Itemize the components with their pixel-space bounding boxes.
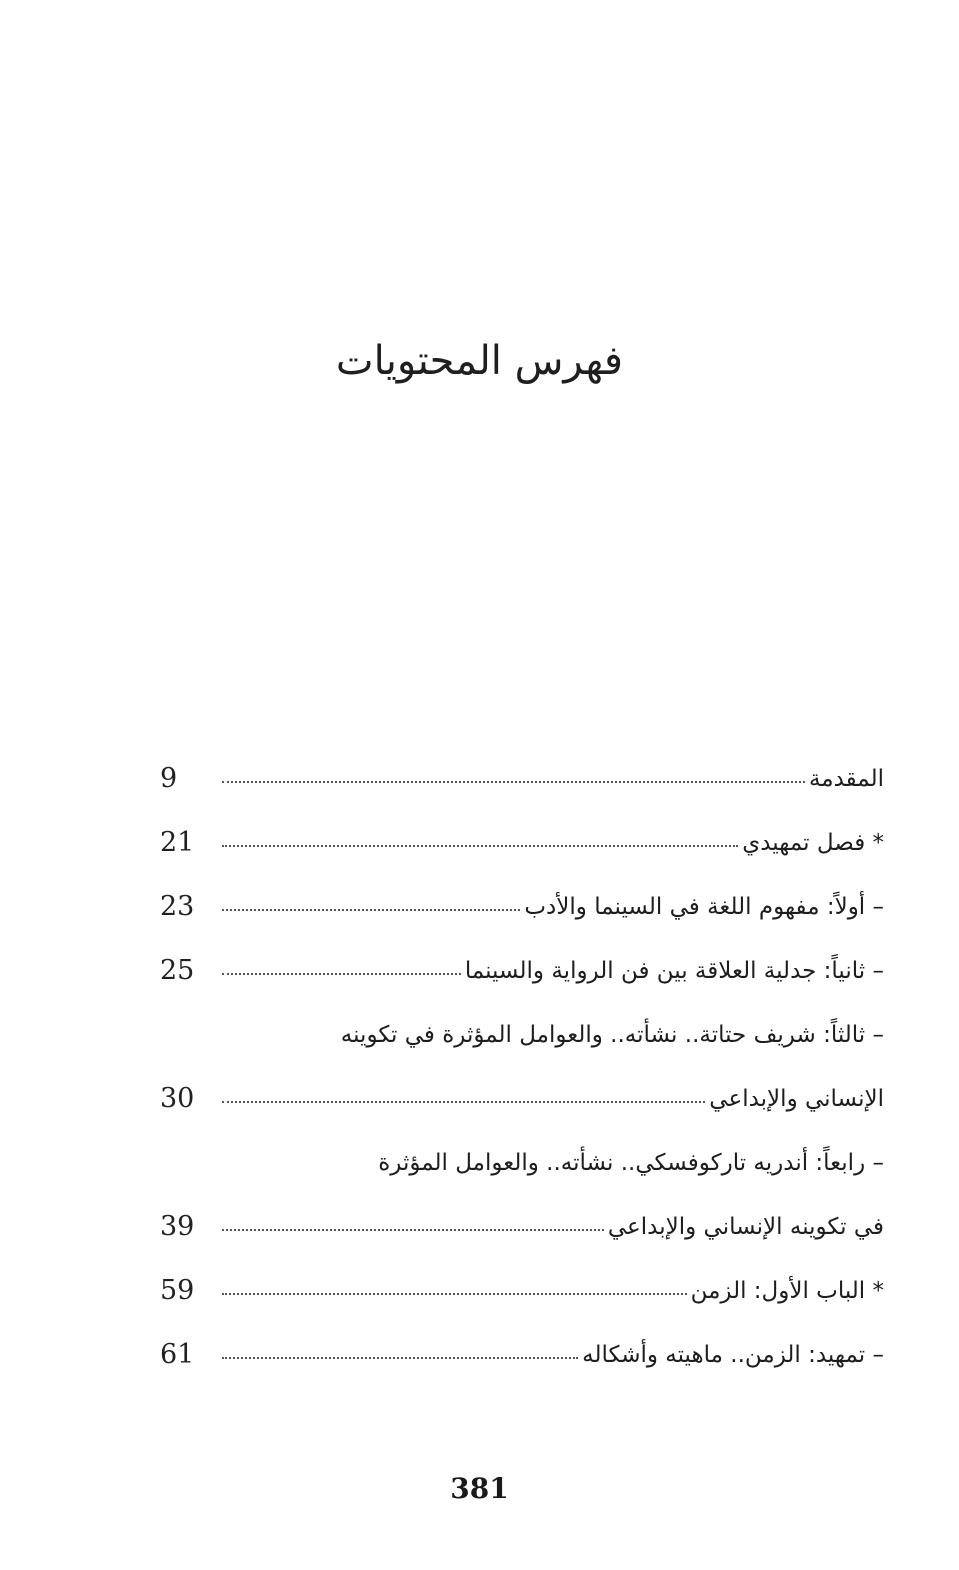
toc-entry-fourth-line1 bbox=[160, 1132, 884, 1180]
toc-entry-first bbox=[160, 876, 884, 924]
toc-entry-preface-time bbox=[160, 1324, 884, 1372]
page-number: 381 bbox=[450, 1472, 509, 1505]
toc-entry-page: 39 bbox=[160, 1211, 195, 1242]
toc-entry-page: 25 bbox=[160, 955, 195, 986]
dot-leader bbox=[222, 1293, 687, 1295]
toc-entry-label: * فصل تمهيدي bbox=[742, 830, 884, 856]
toc-entry-label: المقدمة bbox=[808, 766, 884, 792]
dot-leader bbox=[222, 909, 520, 911]
dot-leader bbox=[222, 973, 461, 975]
toc-entry-label: – رابعاً: أندريه تاركوفسكي.. نشأته.. والعوامل المؤثرة bbox=[378, 1150, 884, 1176]
toc-entry-page: 21 bbox=[160, 827, 195, 858]
toc-entry-page: 23 bbox=[160, 891, 195, 922]
toc-entry-second bbox=[160, 940, 884, 988]
dot-leader bbox=[222, 1357, 578, 1359]
page-title: فهرس المحتويات bbox=[335, 338, 624, 384]
toc-entry-page: 61 bbox=[160, 1339, 195, 1370]
toc-entry-introduction bbox=[160, 748, 884, 796]
dot-leader bbox=[222, 845, 738, 847]
toc-entry-third-line2 bbox=[160, 1068, 884, 1116]
toc-entry-label: في تكوينه الإنساني والإبداعي bbox=[607, 1214, 884, 1240]
toc-entry-label: – تمهيد: الزمن.. ماهيته وأشكاله bbox=[582, 1342, 884, 1368]
toc-entry-label: – أولاً: مفهوم اللغة في السينما والأدب bbox=[524, 894, 884, 920]
toc-entry-label: – ثالثاً: شريف حتاتة.. نشأته.. والعوامل المؤثرة في تكوينه bbox=[340, 1022, 884, 1048]
toc-entry-preliminary-chapter bbox=[160, 812, 884, 860]
toc-entry-fourth-line2 bbox=[160, 1196, 884, 1244]
toc-entry-page: 59 bbox=[160, 1275, 195, 1306]
dot-leader bbox=[222, 781, 805, 783]
dot-leader bbox=[222, 1101, 705, 1103]
toc-entry-third-line1 bbox=[160, 1004, 884, 1052]
toc-entry-label: الإنساني والإبداعي bbox=[709, 1086, 884, 1112]
dot-leader bbox=[222, 1229, 604, 1231]
toc-entry-page: 30 bbox=[160, 1083, 195, 1114]
toc-entry-label: – ثانياً: جدلية العلاقة بين فن الرواية والسينما bbox=[464, 958, 884, 984]
toc-entry-page: 9 bbox=[160, 763, 178, 794]
toc-entry-part-one bbox=[160, 1260, 884, 1308]
toc-entry-label: * الباب الأول: الزمن bbox=[690, 1278, 884, 1304]
